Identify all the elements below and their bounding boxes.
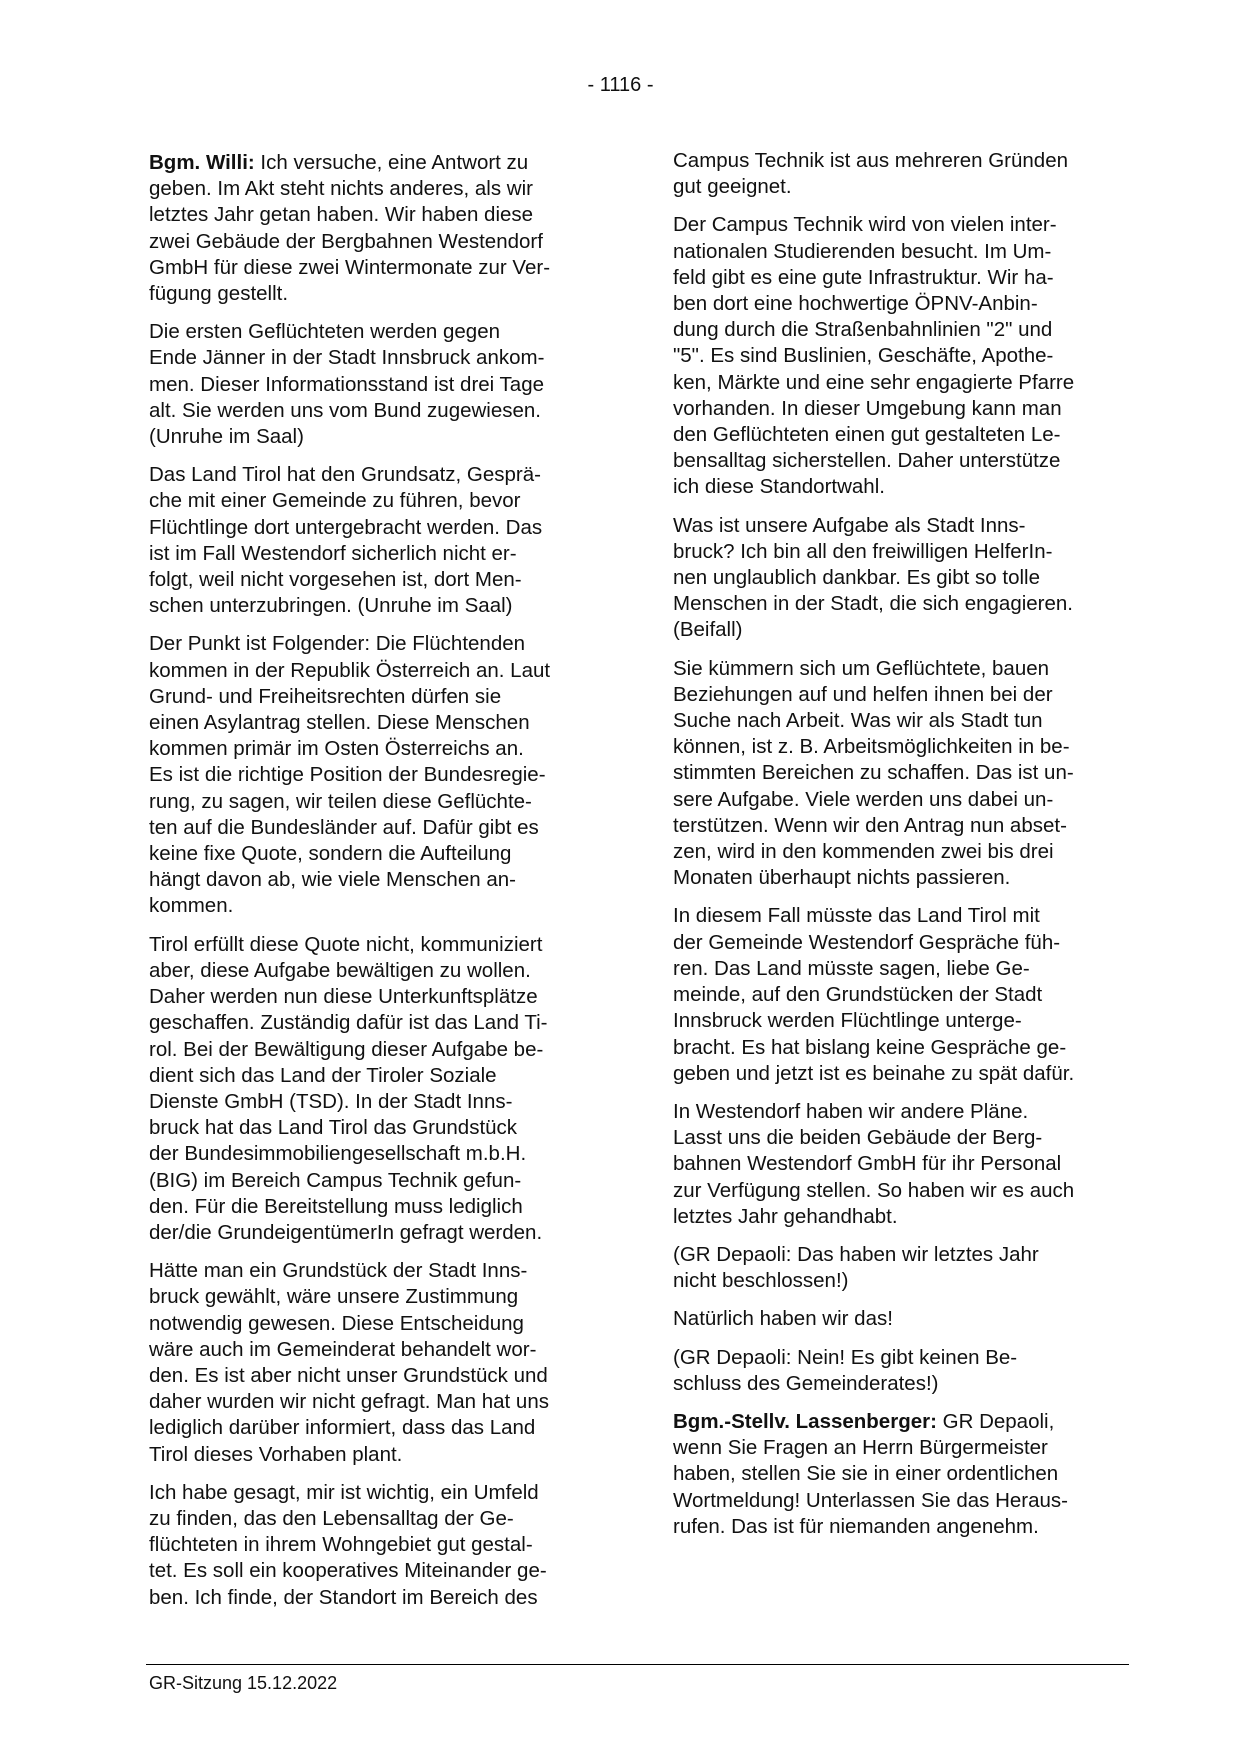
text-line xyxy=(149,150,599,176)
text-line: der Bundesimmobiliengesellschaft m.b.H. xyxy=(149,1142,527,1166)
text-line: In diesem Fall müsste das Land Tirol mit xyxy=(673,904,1040,928)
text-line: ten auf die Bundesländer auf. Dafür gibt es xyxy=(149,815,539,839)
speech-text: GR Depaoli, xyxy=(936,1409,1055,1433)
text-line: dung durch die Straßenbahnlinien "2" und xyxy=(673,318,1053,342)
text-line: terstützen. Wenn wir den Antrag nun abset- xyxy=(673,813,1067,837)
paragraph xyxy=(673,903,1123,1086)
text-line: Es ist die richtige Position der Bundesregie- xyxy=(149,763,546,787)
text-line: kommen primär im Osten Österreichs an. xyxy=(149,737,524,761)
text-line: rung, zu sagen, wir teilen diese Geflüchte- xyxy=(149,789,532,813)
paragraph xyxy=(673,656,1123,892)
text-line: rufen. Das ist für niemanden angenehm. xyxy=(673,1514,1039,1538)
text-line: Die ersten Geflüchteten werden gegen xyxy=(149,320,501,344)
left-column xyxy=(149,150,599,1623)
text-line: nen unglaublich dankbar. Es gibt so tolle xyxy=(673,566,1040,590)
text-line: haben, stellen Sie sie in einer ordentlichen xyxy=(673,1462,1059,1486)
text-line: können, ist z. B. Arbeitsmöglichkeiten in be- xyxy=(673,735,1070,759)
text-line xyxy=(673,1409,1123,1435)
text-line: "5". Es sind Buslinien, Geschäfte, Apothe- xyxy=(673,344,1054,368)
text-line: flüchteten in ihrem Wohngebiet gut gestal- xyxy=(149,1533,533,1557)
text-line: nicht beschlossen!) xyxy=(673,1269,849,1293)
speaker-name: Bgm.-Stellv. Lassenberger: xyxy=(673,1409,937,1433)
text-line: geben und jetzt ist es beinahe zu spät dafür. xyxy=(673,1061,1075,1085)
text-line: daher wurden wir nicht gefragt. Man hat uns xyxy=(149,1390,549,1414)
text-line: der Gemeinde Westendorf Gespräche füh- xyxy=(673,930,1061,954)
text-line: bracht. Es hat bislang keine Gespräche ge- xyxy=(673,1035,1067,1059)
text-line: Daher werden nun diese Unterkunftsplätze xyxy=(149,985,538,1009)
text-line: Tirol erfüllt diese Quote nicht, kommuniziert xyxy=(149,932,543,956)
text-line: Hätte man ein Grundstück der Stadt Inns- xyxy=(149,1259,528,1283)
text-line: Sie kümmern sich um Geflüchtete, bauen xyxy=(673,656,1050,680)
paragraph xyxy=(673,1306,1123,1332)
text-line: Innsbruck werden Flüchtlinge unterge- xyxy=(673,1009,1022,1033)
text-line: Das Land Tirol hat den Grundsatz, Gesprä- xyxy=(149,463,541,487)
text-line: Der Punkt ist Folgender: Die Flüchtenden xyxy=(149,632,526,656)
text-line: den Geflüchteten einen gut gestalteten Le- xyxy=(673,423,1061,447)
text-line: hängt davon ab, wie viele Menschen an- xyxy=(149,868,516,892)
text-line: vorhanden. In dieser Umgebung kann man xyxy=(673,396,1062,420)
text-line: (GR Depaoli: Nein! Es gibt keinen Be- xyxy=(673,1345,1018,1369)
text-line: ben dort eine hochwertige ÖPNV-Anbin- xyxy=(673,292,1038,316)
text-line: den. Es ist aber nicht unser Grundstück und xyxy=(149,1363,548,1387)
text-line: In Westendorf haben wir andere Pläne. xyxy=(673,1099,1029,1123)
text-line: wenn Sie Fragen an Herrn Bürgermeister xyxy=(673,1436,1048,1460)
paragraph xyxy=(149,1258,599,1468)
text-line: fügung gestellt. xyxy=(149,282,289,306)
text-line: notwendig gewesen. Diese Entscheidung xyxy=(149,1311,524,1335)
footer-session-date: GR-Sitzung 15.12.2022 xyxy=(149,1673,338,1693)
paragraph xyxy=(149,932,599,1246)
paragraph xyxy=(149,1480,599,1611)
speech-text: Ich versuche, eine Antwort zu xyxy=(254,151,529,174)
paragraph xyxy=(673,148,1123,200)
text-line: zu finden, das den Lebensalltag der Ge- xyxy=(149,1506,514,1530)
text-line: meinde, auf den Grundstücken der Stadt xyxy=(673,983,1043,1007)
paragraph xyxy=(673,1409,1123,1540)
text-line: Ich habe gesagt, mir ist wichtig, ein Umfeld xyxy=(149,1480,539,1504)
text-line: dient sich das Land der Tiroler Soziale xyxy=(149,1063,497,1087)
text-line: keine fixe Quote, sondern die Aufteilung xyxy=(149,842,512,866)
text-line: men. Dieser Informationsstand ist drei Tage xyxy=(149,372,545,396)
text-line: kommen in der Republik Österreich an. Laut xyxy=(149,658,551,682)
text-line: zur Verfügung stellen. So haben wir es auch xyxy=(673,1178,1075,1202)
text-line: kommen. xyxy=(149,894,234,918)
text-line: bruck gewählt, wäre unsere Zustimmung xyxy=(149,1285,519,1309)
text-line: schluss des Gemeinderates!) xyxy=(673,1371,939,1395)
text-line: Beziehungen auf und helfen ihnen bei der xyxy=(673,682,1053,706)
text-line: zwei Gebäude der Bergbahnen Westendorf xyxy=(149,229,543,253)
text-line: feld gibt es eine gute Infrastruktur. Wir ha- xyxy=(673,265,1054,289)
text-line: ben. Ich finde, der Standort im Bereich des xyxy=(149,1585,538,1609)
text-line: Suche nach Arbeit. Was wir als Stadt tun xyxy=(673,709,1043,733)
text-line: sere Aufgabe. Viele werden uns dabei un- xyxy=(673,787,1054,811)
text-line: geschaffen. Zuständig dafür ist das Land Ti- xyxy=(149,1011,548,1035)
text-line: Der Campus Technik wird von vielen inter- xyxy=(673,213,1057,237)
text-line: bensalltag sicherstellen. Daher unterstütze xyxy=(673,449,1061,473)
text-line: Lasst uns die beiden Gebäude der Berg- xyxy=(673,1126,1043,1150)
footer-divider xyxy=(146,1664,1129,1665)
text-line: (BIG) im Bereich Campus Technik gefun- xyxy=(149,1168,522,1192)
text-line: Was ist unsere Aufgabe als Stadt Inns- xyxy=(673,513,1026,537)
text-line: ist im Fall Westendorf sicherlich nicht er- xyxy=(149,541,517,565)
text-line: bruck? Ich bin all den freiwilligen HelferIn- xyxy=(673,539,1053,563)
paragraph xyxy=(149,150,599,307)
text-line: alt. Sie werden uns vom Bund zugewiesen. xyxy=(149,398,542,422)
text-line: Tirol dieses Vorhaben plant. xyxy=(149,1442,403,1466)
text-line: GmbH für diese zwei Wintermonate zur Ver- xyxy=(149,255,551,279)
text-line: letztes Jahr gehandhabt. xyxy=(673,1204,898,1228)
text-line: Wortmeldung! Unterlassen Sie das Heraus- xyxy=(673,1488,1068,1512)
text-line: Grund- und Freiheitsrechten dürfen sie xyxy=(149,684,502,708)
text-line: Menschen in der Stadt, die sich engagieren. xyxy=(673,592,1074,616)
text-line: wäre auch im Gemeinderat behandelt wor- xyxy=(149,1337,537,1361)
text-line: tet. Es soll ein kooperatives Miteinander ge- xyxy=(149,1559,547,1583)
paragraph xyxy=(673,1242,1123,1294)
text-line: Ende Jänner in der Stadt Innsbruck ankom- xyxy=(149,346,545,370)
page-number: - 1116 - xyxy=(587,74,654,96)
text-line: Natürlich haben wir das! xyxy=(673,1307,893,1331)
speaker-name: Bgm. Willi: xyxy=(149,151,255,174)
text-line: (Beifall) xyxy=(673,618,743,642)
text-line: der/die GrundeigentümerIn gefragt werden. xyxy=(149,1220,543,1244)
paragraph xyxy=(673,212,1123,500)
paragraph xyxy=(149,462,599,619)
text-line: che mit einer Gemeinde zu führen, bevor xyxy=(149,489,521,513)
text-line: geben. Im Akt steht nichts anderes, als wir xyxy=(149,177,533,201)
text-line: (Unruhe im Saal) xyxy=(149,425,304,449)
right-column xyxy=(673,148,1123,1552)
text-line: stimmten Bereichen zu schaffen. Das ist un- xyxy=(673,761,1074,785)
paragraph xyxy=(673,513,1123,644)
text-line: ken, Märkte und eine sehr engagierte Pfarre xyxy=(673,370,1075,394)
text-line: bruck hat das Land Tirol das Grundstück xyxy=(149,1116,518,1140)
text-line: zen, wird in den kommenden zwei bis drei xyxy=(673,840,1054,864)
text-line: bahnen Westendorf GmbH für ihr Personal xyxy=(673,1152,1062,1176)
text-line: schen unterzubringen. (Unruhe im Saal) xyxy=(149,594,513,618)
text-line: einen Asylantrag stellen. Diese Menschen xyxy=(149,711,530,735)
text-line: folgt, weil nicht vorgesehen ist, dort Men- xyxy=(149,568,522,592)
text-line: aber, diese Aufgabe bewältigen zu wollen. xyxy=(149,958,531,982)
text-line: den. Für die Bereitstellung muss lediglich xyxy=(149,1194,523,1218)
paragraph xyxy=(149,319,599,450)
text-line: (GR Depaoli: Das haben wir letztes Jahr xyxy=(673,1242,1039,1266)
text-line: Dienste GmbH (TSD). In der Stadt Inns- xyxy=(149,1089,513,1113)
text-line: nationalen Studierenden besucht. Im Um- xyxy=(673,239,1052,263)
text-line: lediglich darüber informiert, dass das Land xyxy=(149,1416,536,1440)
text-line: letztes Jahr getan haben. Wir haben diese xyxy=(149,203,534,227)
text-line: ren. Das Land müsste sagen, liebe Ge- xyxy=(673,956,1030,980)
paragraph xyxy=(149,631,599,919)
paragraph xyxy=(673,1099,1123,1230)
text-line: gut geeignet. xyxy=(673,175,792,199)
text-line: Campus Technik ist aus mehreren Gründen xyxy=(673,149,1069,172)
paragraph xyxy=(673,1345,1123,1397)
text-line: Flüchtlinge dort untergebracht werden. Das xyxy=(149,515,543,539)
text-line: ich diese Standortwahl. xyxy=(673,475,885,499)
text-line: rol. Bei der Bewältigung dieser Aufgabe be- xyxy=(149,1037,544,1061)
text-line: Monaten überhaupt nichts passieren. xyxy=(673,866,1011,890)
